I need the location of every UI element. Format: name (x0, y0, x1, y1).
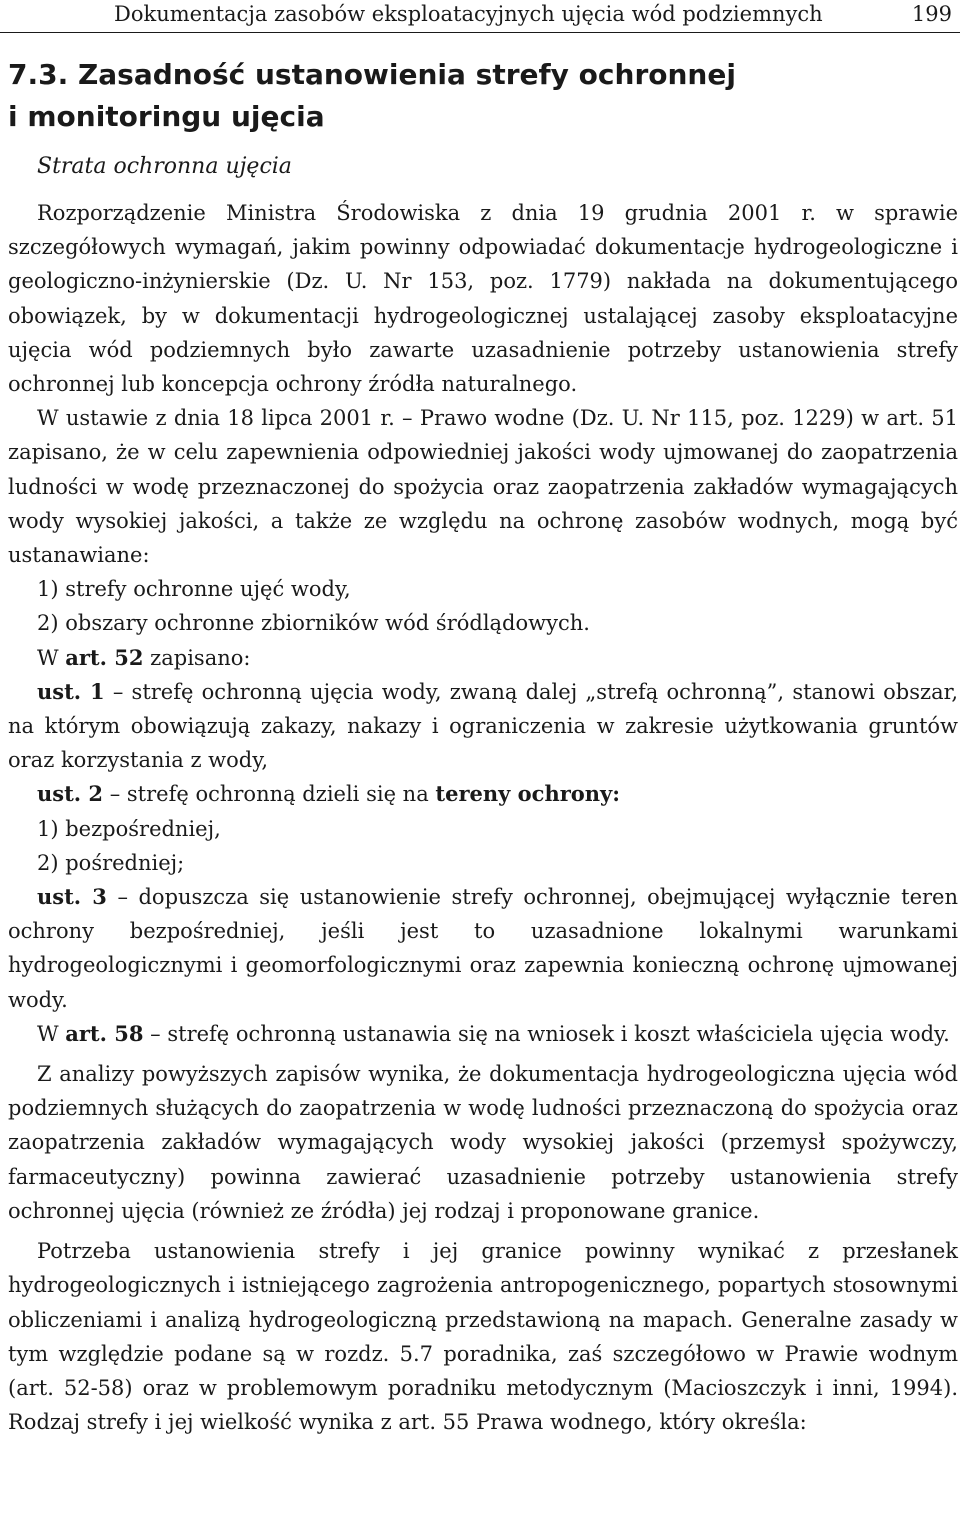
section-heading (8, 54, 948, 138)
ust-2: ust. 2 – strefę ochronną dzieli się na tereny ochrony: (37, 781, 621, 807)
paragraph-zone-need: Potrzeba ustanowienia strefy i jej granice powinny wynikać z przesłanek hydrogeologicznych i istniejącego zagrożenia antropogenicznego, popartych stosownymi obliczeniami i analizą hydrogeologiczną przedstawioną na mapach. Generalne zasady w tym względzie podane są w rozdz. 5.7 poradnika, zaś szczegółowo w Prawie wodnym (art. 52-58) oraz w problemowym poradniku metodycznym (Macioszczyk i inni, 1994). Rodzaj strefy i jej wielkość wynika z art. 55 Prawa wodnego, który określa: (8, 1239, 958, 1435)
list-item: 1) bezpośredniej, (37, 816, 221, 841)
paragraph-analysis: Z analizy powyższych zapisów wynika, że dokumentacja hydrogeologiczna ujęcia wód podziemnych służących do zaopatrzenia w wodę ludności przeznaczoną do spożycia oraz zaopatrzenia zakładów wymagających wody wysokiej jakości (przemysł spożywczy, farmaceutyczny) powinna zawierać uzasadnienie potrzeby ustanowienia strefy ochronnej ujęcia (również ze źródła) jej rodzaj i proponowane granice. (8, 1062, 958, 1223)
subheading: Strata ochronna ujęcia (37, 154, 292, 179)
paragraph-water-law: W ustawie z dnia 18 lipca 2001 r. – Prawo wodne (Dz. U. Nr 115, poz. 1229) w art. 51 zapisano, że w celu zapewnienia odpowiedniej jakości wody ujmowanej do zaopatrzenia ludności w wodę przeznaczonej do spożycia oraz zaopatrzenia zakładów wymagających wody wysokiej jakości, a także ze względu na ochronę zasobów wodnych, mogą być ustanawiane: (8, 406, 958, 568)
list-item: 1) strefy ochronne ujęć wody, (37, 577, 351, 602)
section-heading-line-2: i monitoringu ujęcia (8, 100, 325, 133)
art52-intro: W art. 52 zapisano: (37, 644, 251, 670)
art58: W art. 58 – strefę ochronną ustanawia się na wniosek i koszt właściciela ujęcia wody. (37, 1020, 950, 1046)
ust-1: ust. 1 – strefę ochronną ujęcia wody, zwaną dalej „strefą ochronną”, stanowi obszar, na którym obowiązują zakazy, nakazy i ograniczenia w zakresie użytkowania gruntów oraz korzystania z wody, (8, 678, 958, 773)
section-heading-line-1: 7.3. Zasadność ustanowienia strefy ochronnej (8, 58, 736, 91)
page-number: 199 (911, 2, 952, 26)
paragraph-regulation: Rozporządzenie Ministra Środowiska z dnia 19 grudnia 2001 r. w sprawie szczegółowych wymagań, jakim powinny odpowiadać dokumentacje hydrogeologiczne i geologiczno-inżynierskie (Dz. U. Nr 153, poz. 1779) nakłada na dokumentującego obowiązek, by w dokumentacji hydrogeologicznej ustalającej zasoby eksploatacyjne ujęcia wód podziemnych było zawarte uzasadnienie potrzeby ustanowienia strefy ochronnej lub koncepcja ochrony źródła naturalnego. (8, 201, 958, 397)
list-item: 2) pośredniej; (37, 850, 185, 875)
running-header (0, 0, 960, 33)
ust-3: ust. 3 – dopuszcza się ustanowienie strefy ochronnej, obejmującej wyłącznie teren ochrony bezpośredniej, jeśli jest to uzasadnione lokalnymi warunkami hydrogeologicznymi i geomorfologicznymi oraz zapewnia konieczną ochronę ujmowanej wody. (8, 884, 958, 1012)
list-item: 2) obszary ochronne zbiorników wód śródlądowych. (37, 611, 590, 636)
body-text (8, 196, 958, 1439)
running-title: Dokumentacja zasobów eksploatacyjnych ujęcia wód podziemnych (114, 2, 823, 26)
